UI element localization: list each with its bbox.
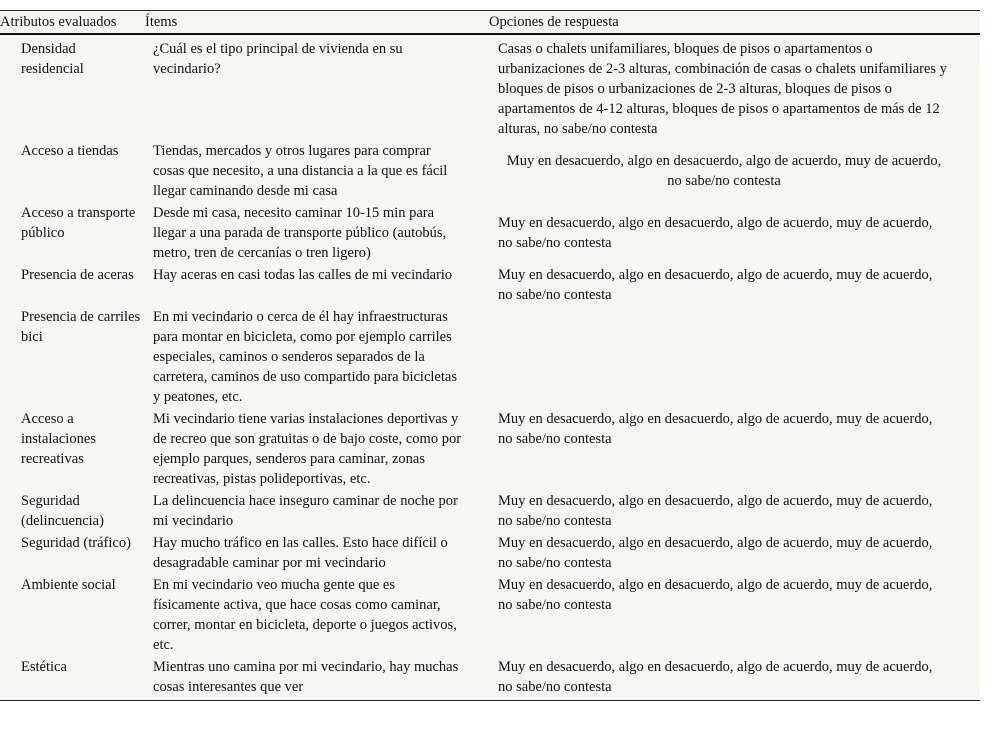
item-cell: En mi vecindario o cerca de él hay infraestructuras para montar en bicicleta, como por ejemplo carriles especiales, caminos o senderos separados de la carretera, caminos de uso compartido para bicicletas y peatones, etc. (153, 309, 457, 405)
table-row (0, 265, 980, 307)
attribute-cell: Densidad residencial (21, 41, 84, 77)
table-row (0, 575, 980, 657)
table-row (0, 533, 980, 575)
options-cell (489, 307, 980, 409)
attributes-table (0, 10, 980, 701)
attribute-cell: Acceso a transporte público (21, 205, 136, 241)
item-cell: ¿Cuál es el tipo principal de vivienda en su vecindario? (153, 41, 403, 77)
header-options: Opciones de respuesta (489, 11, 980, 35)
attribute-cell: Presencia de carriles bici (21, 309, 141, 345)
table-row (0, 141, 980, 203)
options-cell: Muy en desacuerdo, algo en desacuerdo, algo de acuerdo, muy de acuerdo, no sabe/no contesta (489, 657, 980, 701)
item-cell: La delincuencia hace inseguro caminar de noche por mi vecindario (153, 493, 458, 529)
item-cell: Hay mucho tráfico en las calles. Esto hace difícil o desagradable caminar por mi vecindario (153, 535, 448, 571)
table-row (0, 657, 980, 701)
table-row (0, 34, 980, 141)
item-cell: Hay aceras en casi todas las calles de mi vecindario (153, 267, 453, 283)
item-cell: Mientras uno camina por mi vecindario, hay muchas cosas interesantes que ver (145, 657, 489, 701)
attributes-table-container (0, 10, 980, 701)
table-row (0, 491, 980, 533)
options-cell: Muy en desacuerdo, algo en desacuerdo, algo de acuerdo, muy de acuerdo, no sabe/no contesta (498, 215, 933, 251)
attribute-cell: Seguridad (tráfico) (21, 535, 131, 551)
options-cell: Muy en desacuerdo, algo en desacuerdo, algo de acuerdo, muy de acuerdo, no sabe/no contesta (506, 153, 942, 189)
options-cell: Muy en desacuerdo, algo en desacuerdo, algo de acuerdo, muy de acuerdo, no sabe/no contesta (498, 577, 933, 613)
attribute-cell: Acceso a tiendas (21, 143, 119, 159)
item-cell: En mi vecindario veo mucha gente que es físicamente activa, que hace cosas como caminar, correr, montar en bicicleta, deporte o juegos activos, etc. (153, 577, 457, 653)
header-items: Ítems (145, 11, 489, 35)
table-row (0, 409, 980, 491)
item-cell: Tiendas, mercados y otros lugares para comprar cosas que necesito, a una distancia a la que es fácil llegar caminando desde mi casa (153, 143, 448, 199)
table-row (0, 307, 980, 409)
attribute-cell: Ambiente social (21, 577, 116, 593)
item-cell: Mi vecindario tiene varias instalaciones deportivas y de recreo que son gratuitas o de bajo coste, como por ejemplo parques, senderos para caminar, zonas recreativas, pistas polideportivas, etc. (153, 411, 462, 487)
attribute-cell: Acceso a instalaciones recreativas (21, 411, 96, 467)
options-cell: Muy en desacuerdo, algo en desacuerdo, algo de acuerdo, muy de acuerdo, no sabe/no contesta (498, 493, 933, 529)
attribute-cell: Seguridad (delincuencia) (21, 493, 104, 529)
table-header-row (0, 11, 980, 35)
options-cell: Muy en desacuerdo, algo en desacuerdo, algo de acuerdo, muy de acuerdo, no sabe/no contesta (498, 411, 933, 447)
item-cell: Desde mi casa, necesito caminar 10-15 min para llegar a una parada de transporte público (autobús, metro, tren de cercanías o tren ligero) (153, 205, 447, 261)
options-cell: Casas o chalets unifamiliares, bloques de pisos o apartamentos o urbanizaciones de 2-3 alturas, combinación de casas o chalets unifamiliares y bloques de pisos o urbanizaciones de 2-3 alturas, bloques de pisos o apartamentos de 4-12 alturas, bloques de pisos o apartamentos de más de 12 alturas, no sabe/no contesta (498, 41, 947, 137)
attribute-cell: Presencia de aceras (21, 267, 134, 283)
table-row (0, 203, 980, 265)
options-cell: Muy en desacuerdo, algo en desacuerdo, algo de acuerdo, muy de acuerdo, no sabe/no contesta (498, 535, 933, 571)
options-cell: Muy en desacuerdo, algo en desacuerdo, algo de acuerdo, muy de acuerdo, no sabe/no contesta (498, 267, 933, 303)
header-attributes: Atributos evaluados (0, 11, 145, 35)
attribute-cell: Estética (0, 657, 145, 701)
